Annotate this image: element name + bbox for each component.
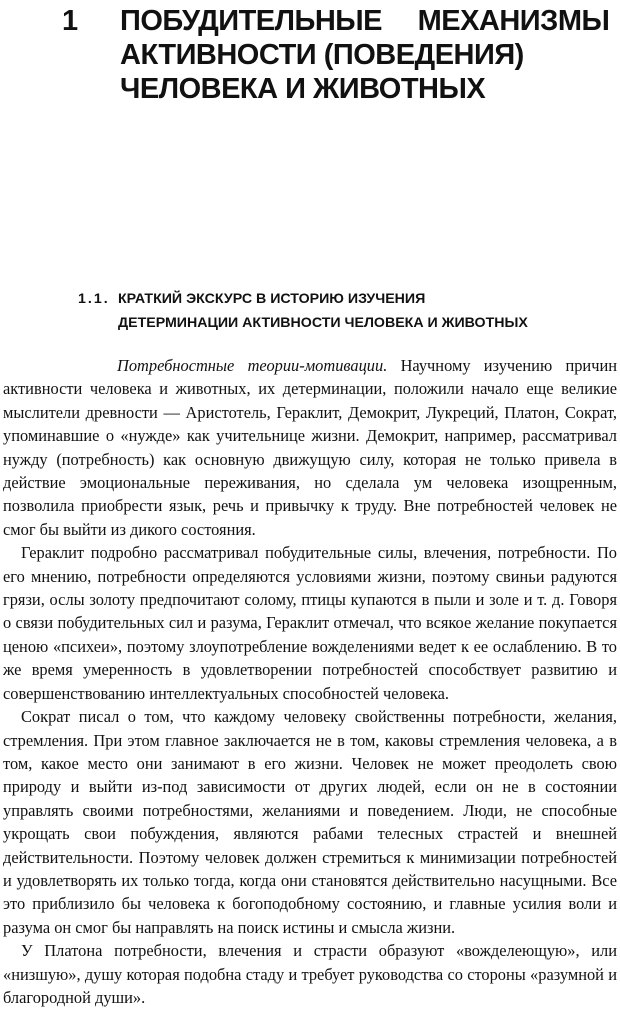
lead-italic: Потребностные теории-мотивации. — [117, 356, 388, 375]
chapter-title-line-3: ЧЕЛОВЕКА И ЖИВОТНЫХ — [120, 73, 486, 105]
chapter-title-line-2: АКТИВНОСТИ (ПОВЕДЕНИЯ) — [120, 39, 524, 71]
paragraph-2: Гераклит подробно рассматривал побудительные силы, влечения, потребности. По его мнению, потребности определяются условиями жизни, поэтому свиньи радуются грязи, ослы золоту предпочитают солому, птицы купаются в пыли и золе и т. д. Говоря о связи побудительных сил и разума, Гераклит отмечал, что всякое желание покупается ценою «психеи», поэтому злоупотребление вожделениями ведет к ее ослаблению. В то же время умеренность в удовлетворении потребностей способствует развитию и совершенствованию интеллектуальных способностей человека. — [3, 543, 617, 703]
chapter-title — [120, 4, 610, 106]
paragraph-1 — [3, 354, 617, 541]
section-title-line-1: КРАТКИЙ ЭКСКУРС В ИСТОРИЮ ИЗУЧЕНИЯ — [118, 291, 426, 307]
paragraph-4: У Платона потребности, влечения и страсти образуют «вожделеющую», или «низшую», душу которая подобна стаду и требует руководства со стороны «разумной и благородной души». — [3, 941, 617, 1007]
section-title-line-2: ДЕТЕРМИНАЦИИ АКТИВНОСТИ ЧЕЛОВЕКА И ЖИВОТНЫХ — [118, 315, 528, 331]
paragraph-1-text: Научному изучению причин активности человека и животных, их детерминации, положили начало еще великие мыслители древности — Аристотель, Гераклит, Демокрит, Лукреций, Платон, Сократ, упоминавшие о «нужде» как учительнице жизни. Демокрит, например, рассматривал нужду (потребность) как основную движущую силу, которая не только привела в действие эмоциональные переживания, но сделала ум человека изощренным, позволила приобрести язык, речь и привычку к труду. Вне потребностей человек не смог бы выйти из дикого состояния. — [3, 356, 617, 539]
paragraph-3: Сократ писал о том, что каждому человеку свойственны потребности, желания, стремления. При этом главное заключается не в том, каковы стремления человека, а в том, какое место они занимают в его жизни. Человек не может преодолеть свою природу и выйти из-под зависимости от других людей, если он не в состоянии управлять своими потребностями, желаниями и поведением. Люди, не способные укрощать свои побуждения, являются рабами телесных страстей и внешней действительности. Поэтому человек должен стремиться к минимизации потребностей и удовлетворять их только тогда, когда они становятся действительно насущными. Все это приблизило бы человека к богоподобному состоянию, и главные усилия воли и разума он смог бы направлять на поиск истины и смысла жизни. — [3, 707, 617, 937]
section-number: 1.1. — [78, 291, 110, 307]
chapter-title-line-1: ПОБУДИТЕЛЬНЫЕ МЕХАНИЗМЫ — [120, 5, 610, 37]
chapter-number: 1 — [62, 5, 78, 37]
section-title — [118, 287, 598, 335]
body-text — [3, 354, 617, 1009]
